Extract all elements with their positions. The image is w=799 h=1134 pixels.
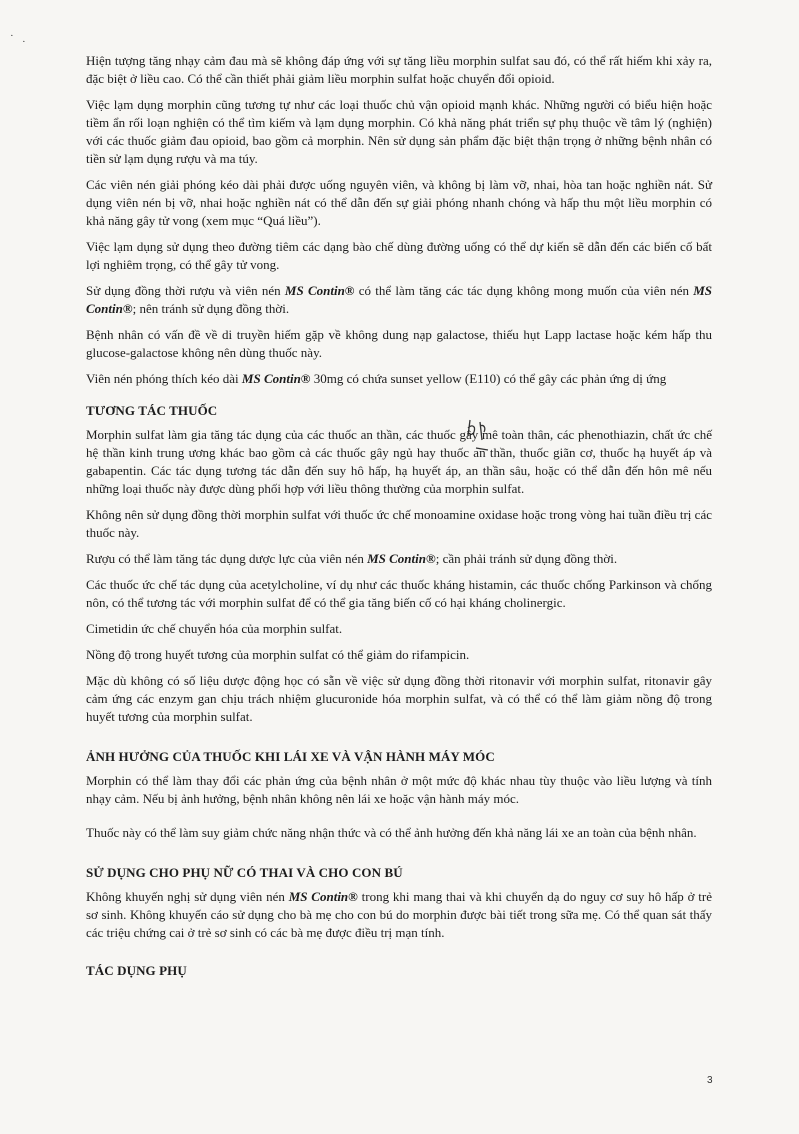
paragraph <box>86 888 712 942</box>
scan-speck: · <box>10 30 14 42</box>
text: trong khi mang thai và khi chuyển dạ do nguy cơ suy hô hấp ở trẻ sơ sinh. Không khuyến cáo sử dụng cho bà mẹ cho con bú do morphin được bài tiết trong sữa mẹ. Có thể quan sát thấy các triệu chứng cai ở trẻ sơ sinh có các bà mẹ được điều trị mạn tính. <box>86 889 713 940</box>
paragraph: Thuốc này có thể làm suy giảm chức năng nhận thức và có thể ảnh hưởng đến khả năng lái xe an toàn của bệnh nhân. <box>86 825 697 840</box>
paragraph <box>86 550 712 568</box>
brand-name: MS Contin® <box>367 551 436 566</box>
paragraph: Các viên nén giải phóng kéo dài phải được uống nguyên viên, và không bị làm vỡ, nhai, hòa tan hoặc nghiền nát. Sử dụng viên nén bị vỡ, nhai hoặc nghiền nát có thể dẫn đến sự giải phóng nhanh chóng và hấp thu một liều morphin có khả năng gây tử vong (xem mục “Quá liều”). <box>86 177 712 228</box>
paragraph <box>86 282 712 318</box>
paragraph: Các thuốc ức chế tác dụng của acetylcholine, ví dụ như các thuốc kháng histamin, các thuốc chống Parkinson và chống nôn, có thể tương tác với morphin sulfat để có thể gia tăng biến cố có hại kháng cholinergic. <box>86 577 712 610</box>
paragraph: Cimetidin ức chế chuyển hóa của morphin sulfat. <box>86 621 343 636</box>
scan-speck: · <box>22 36 26 48</box>
section-heading-side-effects: TÁC DỤNG PHỤ <box>86 963 187 978</box>
paragraph: Mặc dù không có số liệu dược động học có sẵn về việc sử dụng đồng thời ritonavir với morphin sulfat, ritonavir gây cảm ứng các enzym gan chịu trách nhiệm glucuronide hóa morphin sulfat, và có thể có thể làm giảm nồng độ trong huyết tương của morphin sulfat. <box>86 673 712 724</box>
text: có thể làm tăng các tác dụng không mong muốn của viên nén <box>354 283 694 298</box>
paragraph: Hiện tượng tăng nhạy cảm đau mà sẽ không đáp ứng với sự tăng liều morphin sulfat sau đó, có thể rất hiếm khi xảy ra, đặc biệt ở liều cao. Có thể cần thiết phải giảm liều morphin sulfat hoặc chuyển đổi opioid. <box>86 53 712 86</box>
section-heading-driving: ẢNH HƯỞNG CỦA THUỐC KHI LÁI XE VÀ VẬN HÀNH MÁY MÓC <box>86 749 495 764</box>
paragraph: Việc lạm dụng morphin cũng tương tự như các loại thuốc chủ vận opioid mạnh khác. Những người có biểu hiện hoặc tiềm ẩn rối loạn nghiện có thể tìm kiếm và lạm dụng morphin. Có khả năng phát triển sự phụ thuộc về tâm lý (nghiện) với các thuốc giảm đau opioid, bao gồm cả morphin. Nên sử dụng sản phẩm đặc biệt thận trọng ở những bệnh nhân có tiền sử lạm dụng rượu và ma túy. <box>86 97 712 166</box>
text: ; nên tránh sử dụng đồng thời. <box>132 301 290 316</box>
text: ; cần phải tránh sử dụng đồng thời. <box>435 551 618 566</box>
brand-name: MS Contin® <box>241 371 311 386</box>
page-number: 3 <box>707 1075 713 1086</box>
paragraph: Morphin sulfat làm gia tăng tác dụng của các thuốc an thần, các thuốc gây mê toàn thân, các phenothiazin, chất ức chế hệ thần kinh trung ương khác bao gồm cả các thuốc gây ngủ hay thuốc an thần, thuốc giãn cơ, thuốc hạ huyết áp và gabapentin. Các tác dụng tương tác dẫn đến suy hô hấp, hạ huyết áp, an thần sâu, hoặc có thể dẫn đến hôn mê nếu những loại thuốc này được dùng phối hợp với liều thông thường của morphin sulfat. <box>86 427 712 496</box>
section-heading-interactions: TƯƠNG TÁC THUỐC <box>86 403 218 418</box>
brand-name: MS Contin® <box>284 283 355 298</box>
paragraph: Việc lạm dụng sử dụng theo đường tiêm các dạng bào chế dùng đường uống có thể dự kiến sẽ dẫn đến các biến cố bất lợi nghiêm trọng, có thể gây tử vong. <box>86 239 712 272</box>
brand-name: MS Contin® <box>86 283 712 316</box>
text: Không khuyến nghị sử dụng viên nén <box>86 889 289 904</box>
text: Rượu có thể làm tăng tác dụng dược lực của viên nén <box>86 551 368 566</box>
text: Sử dụng đồng thời rượu và viên nén <box>86 283 285 298</box>
text: Viên nén phóng thích kéo dài <box>86 371 242 386</box>
paragraph: Morphin có thể làm thay đổi các phản ứng của bệnh nhân ở một mức độ khác nhau tùy thuộc vào liều lượng và tính nhạy cảm. Nếu bị ảnh hưởng, bệnh nhân không nên lái xe hoặc vận hành máy móc. <box>86 773 712 806</box>
paragraph <box>86 370 712 388</box>
text: 30mg có chứa sunset yellow (E110) có thể gây các phản ứng dị ứng <box>310 371 667 386</box>
brand-name: MS Contin® <box>288 889 358 904</box>
paragraph: Không nên sử dụng đồng thời morphin sulfat với thuốc ức chế monoamine oxidase hoặc trong vòng hai tuần điều trị các thuốc này. <box>86 507 712 540</box>
paragraph: Nồng độ trong huyết tương của morphin sulfat có thể giảm do rifampicin. <box>86 647 470 662</box>
document-page <box>86 52 712 986</box>
section-heading-pregnancy: SỬ DỤNG CHO PHỤ NỮ CÓ THAI VÀ CHO CON BÚ <box>86 865 403 880</box>
paragraph: Bệnh nhân có vấn đề về di truyền hiếm gặp về không dung nạp galactose, thiếu hụt Lapp lactase hoặc kém hấp thu glucose-galactose không nên dùng thuốc này. <box>86 327 712 360</box>
